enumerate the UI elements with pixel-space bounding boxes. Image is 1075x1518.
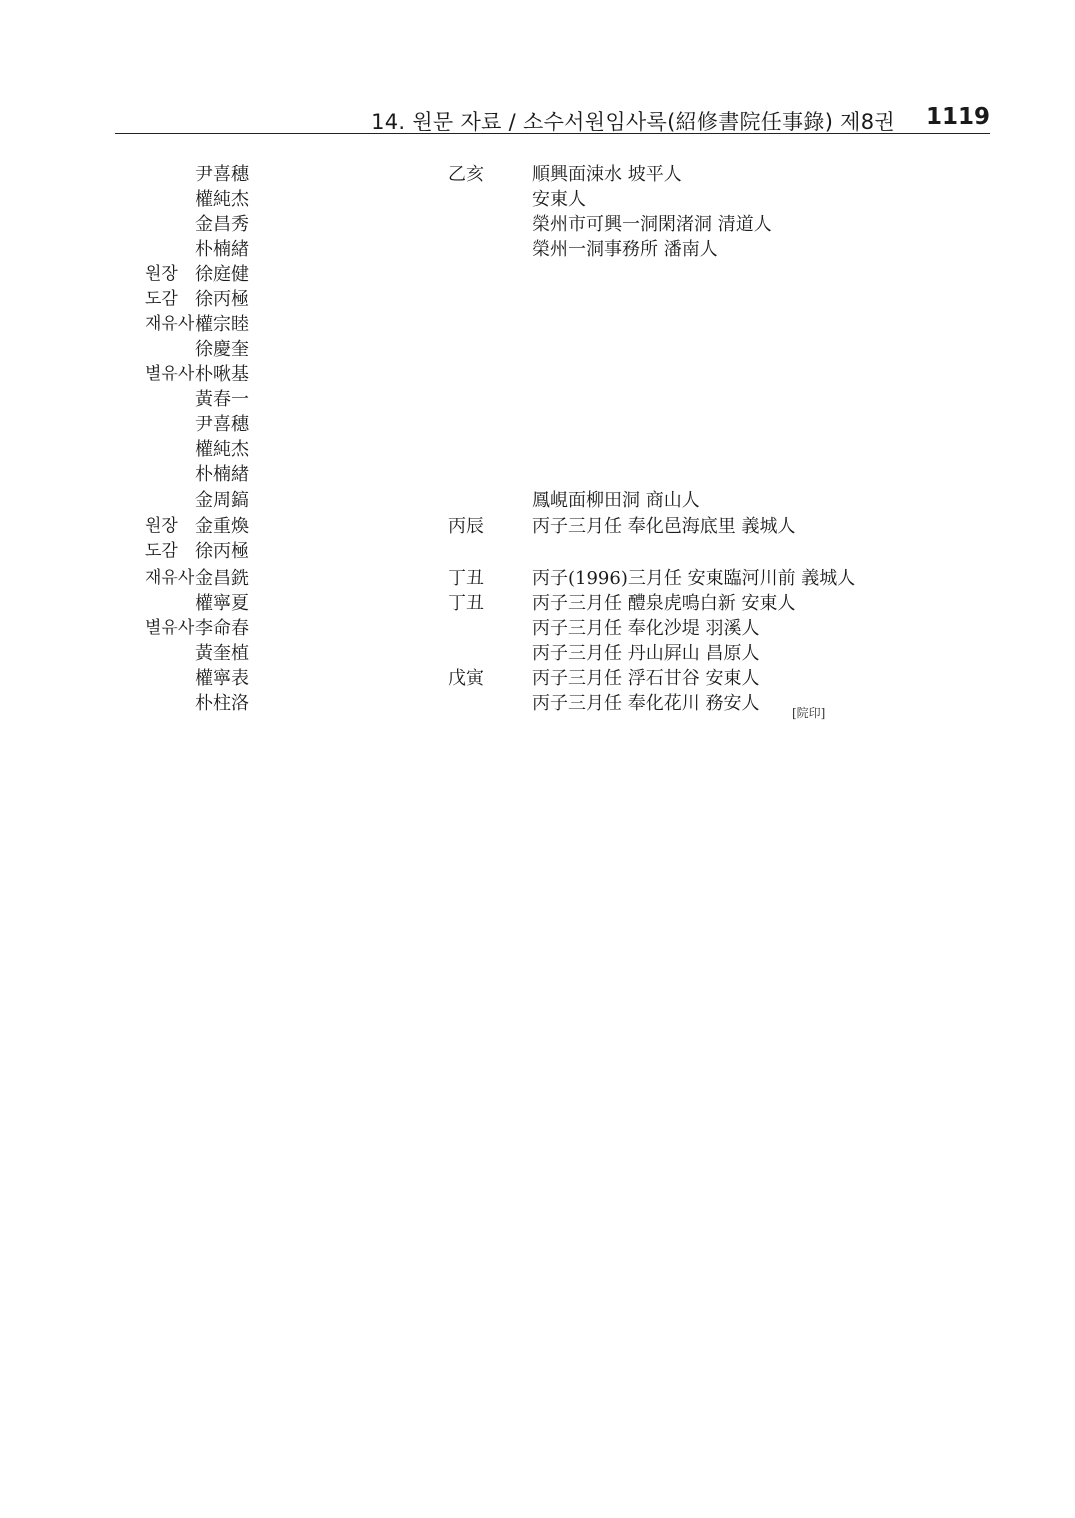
person-name: 尹喜穗 <box>195 164 249 185</box>
role-label: 재유사 <box>145 314 195 334</box>
running-title: 14. 원문 자료 / 소수서원임사록(紹修書院任事錄) 제8권 <box>371 110 895 134</box>
entry-detail: 鳳峴面柳田洞 商山人 <box>532 490 700 511</box>
entry-detail: 丙子三月任 奉化邑海底里 義城人 <box>532 516 796 537</box>
role-label: 도감 <box>145 289 178 309</box>
role-label: 도감 <box>145 541 178 561</box>
person-name: 李命春 <box>195 618 249 639</box>
role-label: 재유사 <box>145 568 195 588</box>
year-label: 戊寅 <box>448 668 484 689</box>
page-header <box>115 104 990 136</box>
person-name: 金重煥 <box>195 516 249 537</box>
page-number: 1119 <box>925 104 990 130</box>
year-label: 丙辰 <box>448 516 484 537</box>
entry-detail: 丙子三月任 奉化沙堤 羽溪人 <box>532 618 760 639</box>
entry-detail: 安東人 <box>532 189 586 210</box>
role-label: 별유사 <box>145 364 195 384</box>
person-name: 徐丙極 <box>195 541 249 562</box>
person-name: 金昌銑 <box>195 568 249 589</box>
person-name: 金昌秀 <box>195 214 249 235</box>
person-name: 朴楠緖 <box>195 239 249 260</box>
person-name: 徐丙極 <box>195 289 249 310</box>
year-label: 乙亥 <box>448 164 484 185</box>
entry-detail: 榮州一洞事務所 潘南人 <box>532 239 718 260</box>
entry-detail: 丙子(1996)三月任 安東臨河川前 義城人 <box>532 568 856 589</box>
year-label: 丁丑 <box>448 593 484 614</box>
person-name: 權純杰 <box>195 439 249 460</box>
header-rule <box>115 133 990 134</box>
seal-mark: [院印] <box>792 706 826 720</box>
person-name: 徐庭健 <box>195 264 249 285</box>
person-name: 徐慶奎 <box>195 339 249 360</box>
role-label: 원장 <box>145 264 178 284</box>
person-name: 黃奎植 <box>195 643 249 664</box>
person-name: 權寧夏 <box>195 593 249 614</box>
person-name: 權寧表 <box>195 668 249 689</box>
role-label: 원장 <box>145 516 178 536</box>
person-name: 黃春一 <box>195 389 249 410</box>
entry-detail: 丙子三月任 丹山屛山 昌原人 <box>532 643 760 664</box>
entry-detail: 丙子三月任 奉化花川 務安人 <box>532 693 760 714</box>
person-name: 朴啾基 <box>195 364 249 385</box>
entry-detail: 榮州市可興一洞閑渚洞 清道人 <box>532 214 772 235</box>
entry-detail: 丙子三月任 浮石甘谷 安東人 <box>532 668 760 689</box>
role-label: 별유사 <box>145 618 195 638</box>
person-name: 權宗睦 <box>195 314 249 335</box>
entry-detail: 丙子三月任 醴泉虎鳴白新 安東人 <box>532 593 796 614</box>
person-name: 權純杰 <box>195 189 249 210</box>
person-name: 尹喜穗 <box>195 414 249 435</box>
person-name: 金周鎬 <box>195 490 249 511</box>
year-label: 丁丑 <box>448 568 484 589</box>
person-name: 朴楠緖 <box>195 464 249 485</box>
person-name: 朴柱洛 <box>195 693 249 714</box>
entry-detail: 順興面涑水 坡平人 <box>532 164 682 185</box>
